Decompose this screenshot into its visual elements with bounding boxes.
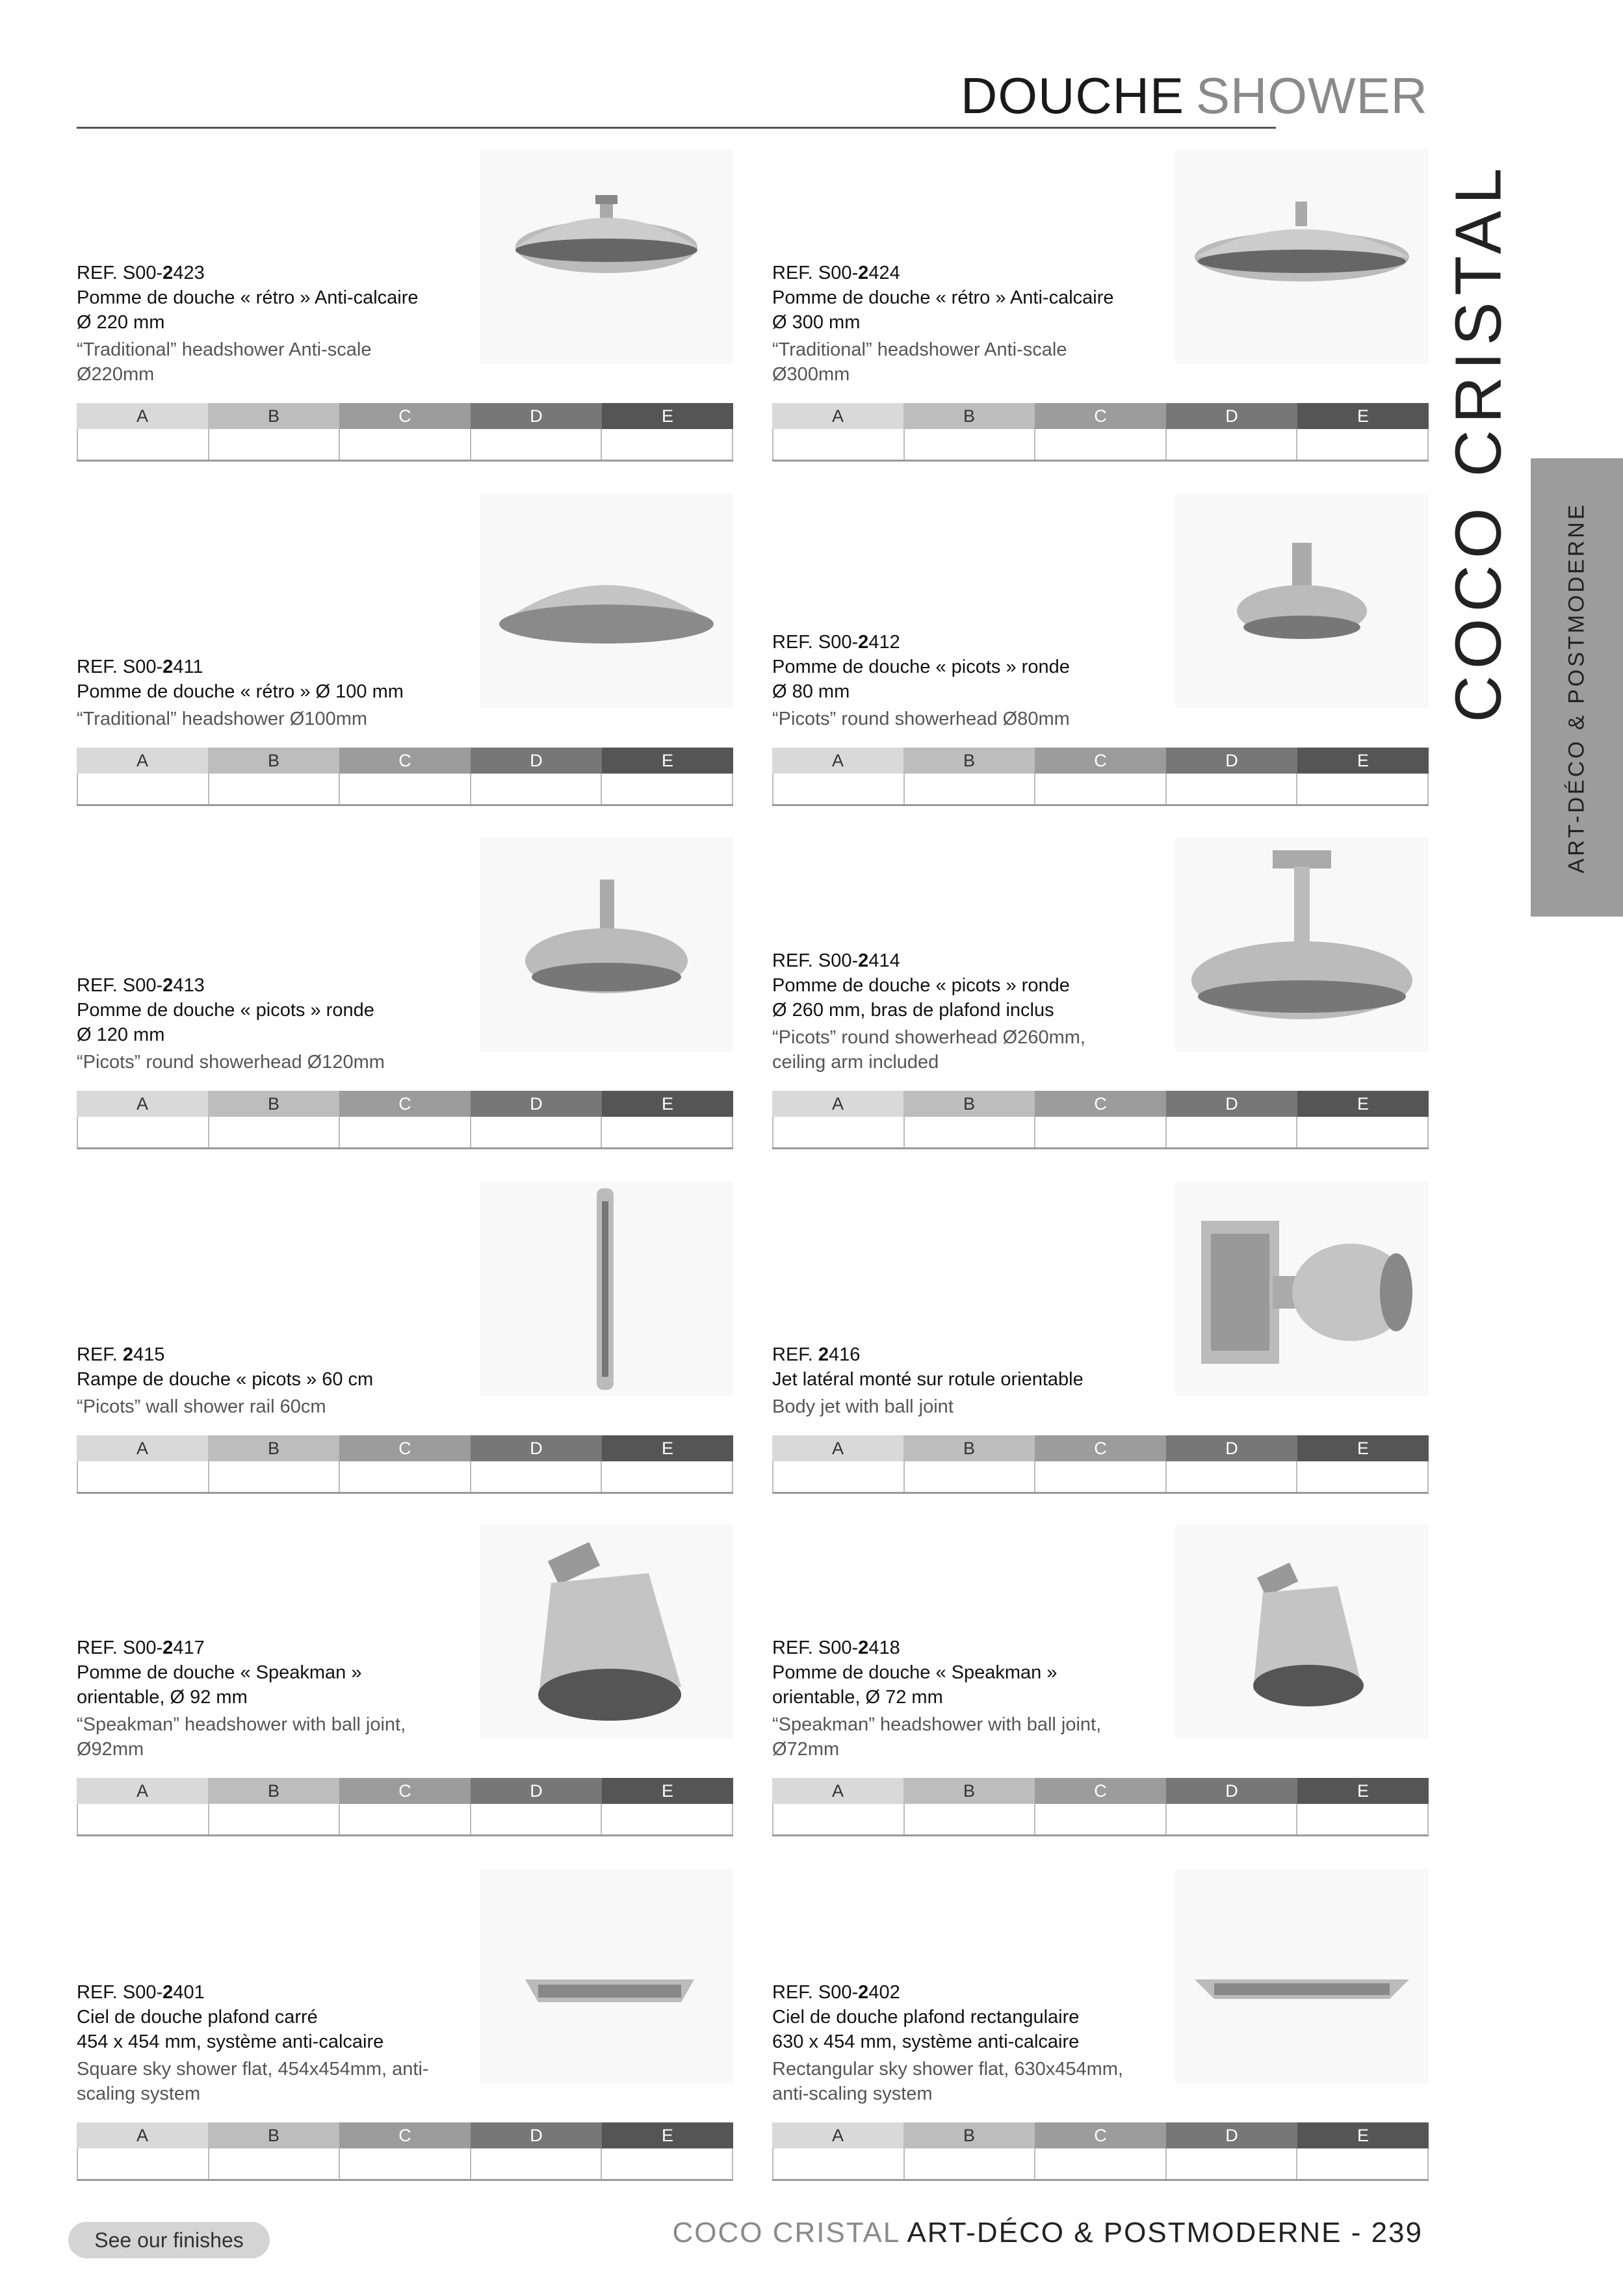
finish-cell-e[interactable] bbox=[602, 429, 733, 460]
finish-table-row bbox=[772, 1804, 1429, 1834]
finish-table-row bbox=[77, 1804, 733, 1834]
finish-header-e: E bbox=[602, 748, 733, 774]
finish-header-c: C bbox=[339, 1091, 471, 1117]
finish-cell-a[interactable] bbox=[773, 1804, 905, 1834]
side-section-tab[interactable] bbox=[1531, 458, 1623, 917]
finish-header-e: E bbox=[602, 403, 733, 429]
finish-table bbox=[772, 1435, 1429, 1494]
finish-header-e: E bbox=[1297, 403, 1429, 429]
finish-header-e: E bbox=[1297, 1435, 1429, 1461]
finish-table bbox=[77, 1435, 733, 1494]
finish-cell-e[interactable] bbox=[602, 2148, 733, 2179]
product-card bbox=[772, 837, 1429, 1149]
finish-cell-d[interactable] bbox=[1167, 429, 1298, 460]
product-description-en: “Speakman” headshower with ball joint, Ø72mm bbox=[772, 1714, 1102, 1760]
finish-header-b: B bbox=[208, 1778, 339, 1804]
retro-headshower-icon bbox=[480, 150, 733, 364]
side-brand-text: COCO CRISTAL bbox=[1442, 161, 1515, 723]
product-description-fr: Ciel de douche plafond rectangulaire 630 x 454 mm, système anti-calcaire bbox=[772, 2007, 1080, 2052]
finish-header-b: B bbox=[208, 1435, 339, 1461]
finish-cell-c[interactable] bbox=[340, 1461, 471, 1492]
finish-cell-d[interactable] bbox=[471, 1461, 603, 1492]
dome-headshower-icon bbox=[480, 494, 733, 709]
finish-cell-e[interactable] bbox=[602, 1461, 733, 1492]
finish-cell-d[interactable] bbox=[1167, 1117, 1298, 1147]
finish-cell-a[interactable] bbox=[78, 1117, 209, 1147]
finish-cell-d[interactable] bbox=[471, 429, 603, 460]
finish-cell-b[interactable] bbox=[209, 1117, 341, 1147]
product-text bbox=[772, 261, 1188, 387]
finish-header-e: E bbox=[1297, 748, 1429, 774]
product-ref: REF. 2415 bbox=[77, 1344, 165, 1365]
finish-header-b: B bbox=[903, 748, 1035, 774]
finish-header-a: A bbox=[77, 403, 208, 429]
product-card bbox=[772, 1182, 1429, 1494]
picots-small-showerhead-icon bbox=[1175, 494, 1429, 709]
finish-table-header bbox=[772, 1778, 1429, 1804]
finish-table-header bbox=[772, 1091, 1429, 1117]
finish-cell-b[interactable] bbox=[209, 774, 341, 804]
product-description-en: Body jet with ball joint bbox=[772, 1396, 954, 1417]
finish-table-row bbox=[772, 2148, 1429, 2179]
finish-header-a: A bbox=[772, 1091, 903, 1117]
finish-header-e: E bbox=[602, 1778, 733, 1804]
finish-cell-c[interactable] bbox=[340, 2148, 471, 2179]
finish-cell-e[interactable] bbox=[602, 1117, 733, 1147]
shower-rail-icon bbox=[480, 1182, 733, 1396]
product-text bbox=[77, 1636, 493, 1762]
finish-header-e: E bbox=[1297, 1778, 1429, 1804]
finish-table-header bbox=[77, 748, 733, 774]
finish-table-header bbox=[77, 1091, 733, 1117]
finish-table bbox=[77, 1091, 733, 1149]
product-text bbox=[772, 1980, 1188, 2106]
finish-header-d: D bbox=[1166, 403, 1297, 429]
finish-header-d: D bbox=[1166, 748, 1297, 774]
finish-table-row bbox=[772, 429, 1429, 460]
product-text bbox=[77, 1980, 493, 2106]
finish-header-a: A bbox=[772, 1435, 903, 1461]
product-image bbox=[480, 1869, 733, 2083]
speakman-small-headshower-icon bbox=[1175, 1524, 1429, 1739]
page-footer bbox=[672, 2217, 1423, 2249]
finish-cell-c[interactable] bbox=[1035, 1804, 1167, 1834]
finish-table-header bbox=[77, 1435, 733, 1461]
product-ref: REF. S00-2423 bbox=[77, 263, 205, 283]
product-ref: REF. S00-2414 bbox=[772, 950, 900, 971]
finish-header-b: B bbox=[903, 1091, 1035, 1117]
finish-table bbox=[77, 748, 733, 806]
finish-cell-a[interactable] bbox=[78, 774, 209, 804]
product-description-en: “Picots” round showerhead Ø120mm bbox=[77, 1052, 385, 1073]
product-description-en: Square sky shower flat, 454x454mm, anti- scaling system bbox=[77, 2059, 429, 2104]
finish-table-row bbox=[772, 1117, 1429, 1147]
page-title-fr: DOUCHE bbox=[960, 67, 1184, 124]
finish-cell-d[interactable] bbox=[1167, 1804, 1298, 1834]
product-card bbox=[77, 1182, 733, 1494]
finish-table bbox=[772, 403, 1429, 462]
finish-cell-c[interactable] bbox=[340, 1804, 471, 1834]
finish-cell-d[interactable] bbox=[1167, 2148, 1298, 2179]
finish-header-c: C bbox=[339, 748, 471, 774]
finish-cell-e[interactable] bbox=[1297, 2148, 1429, 2179]
product-description-fr: Pomme de douche « rétro » Anti-calcaire Ø 300 mm bbox=[772, 287, 1114, 333]
product-text bbox=[77, 655, 493, 731]
finish-table bbox=[77, 2122, 733, 2181]
finish-cell-d[interactable] bbox=[471, 1117, 603, 1147]
finish-header-e: E bbox=[602, 2122, 733, 2148]
header-divider bbox=[77, 127, 1276, 129]
product-image bbox=[480, 1524, 733, 1739]
product-description-fr: Rampe de douche « picots » 60 cm bbox=[77, 1369, 374, 1390]
finish-cell-a[interactable] bbox=[773, 1461, 905, 1492]
finish-table-header bbox=[772, 748, 1429, 774]
finish-table-row bbox=[77, 2148, 733, 2179]
product-image bbox=[1175, 1524, 1429, 1739]
finish-table-row bbox=[77, 1461, 733, 1492]
product-text bbox=[772, 948, 1188, 1075]
finish-table-header bbox=[77, 1778, 733, 1804]
finish-cell-e[interactable] bbox=[602, 774, 733, 804]
rectangular-sky-shower-icon bbox=[1175, 1869, 1429, 2083]
finish-cell-e[interactable] bbox=[1297, 774, 1429, 804]
finish-header-e: E bbox=[1297, 2122, 1429, 2148]
finish-header-b: B bbox=[208, 748, 339, 774]
finish-header-a: A bbox=[772, 2122, 903, 2148]
finish-cell-e[interactable] bbox=[1297, 1461, 1429, 1492]
finish-cell-c[interactable] bbox=[340, 1117, 471, 1147]
finish-header-d: D bbox=[1166, 2122, 1297, 2148]
finish-cell-b[interactable] bbox=[209, 2148, 341, 2179]
finish-header-b: B bbox=[208, 1091, 339, 1117]
finish-header-c: C bbox=[339, 1778, 471, 1804]
finish-header-d: D bbox=[1166, 1778, 1297, 1804]
finish-cell-b[interactable] bbox=[905, 1117, 1036, 1147]
product-ref: REF. S00-2417 bbox=[77, 1637, 205, 1658]
product-description-fr: Pomme de douche « Speakman » orientable, Ø 92 mm bbox=[77, 1662, 362, 1708]
picots-showerhead-icon bbox=[480, 837, 733, 1052]
product-description-fr: Pomme de douche « Speakman » orientable, Ø 72 mm bbox=[772, 1662, 1058, 1708]
finish-table-row bbox=[772, 1461, 1429, 1492]
product-ref: REF. S00-2402 bbox=[772, 1982, 900, 2003]
product-description-fr: Pomme de douche « picots » ronde Ø 80 mm bbox=[772, 657, 1070, 702]
finish-table-header bbox=[772, 403, 1429, 429]
product-card bbox=[77, 1869, 733, 2181]
product-description-en: “Traditional” headshower Anti-scale Ø220mm bbox=[77, 339, 372, 385]
product-ref: REF. S00-2424 bbox=[772, 263, 900, 283]
footer-brand: COCO CRISTAL bbox=[672, 2217, 900, 2249]
product-card bbox=[772, 1869, 1429, 2181]
finish-header-d: D bbox=[471, 1778, 602, 1804]
finish-header-a: A bbox=[77, 1091, 208, 1117]
product-image bbox=[1175, 1182, 1429, 1396]
finish-table bbox=[772, 748, 1429, 806]
product-image bbox=[1175, 1869, 1429, 2083]
finish-header-d: D bbox=[471, 748, 602, 774]
product-text bbox=[772, 1342, 1188, 1419]
finish-header-a: A bbox=[77, 748, 208, 774]
finish-cell-b[interactable] bbox=[209, 429, 341, 460]
finish-header-a: A bbox=[772, 403, 903, 429]
square-sky-shower-icon bbox=[480, 1869, 733, 2083]
finish-cell-d[interactable] bbox=[1167, 774, 1298, 804]
finish-cell-a[interactable] bbox=[773, 2148, 905, 2179]
finish-cell-a[interactable] bbox=[78, 1804, 209, 1834]
product-card bbox=[77, 150, 733, 462]
finish-cell-a[interactable] bbox=[78, 2148, 209, 2179]
product-image bbox=[480, 837, 733, 1052]
finish-cell-b[interactable] bbox=[905, 774, 1036, 804]
finish-cell-c[interactable] bbox=[1035, 1117, 1167, 1147]
finish-header-a: A bbox=[772, 748, 903, 774]
finish-cell-b[interactable] bbox=[209, 1804, 341, 1834]
finish-header-b: B bbox=[903, 403, 1035, 429]
finish-cell-b[interactable] bbox=[905, 2148, 1036, 2179]
finish-cell-e[interactable] bbox=[1297, 1804, 1429, 1834]
product-description-fr: Pomme de douche « picots » ronde Ø 120 mm bbox=[77, 1000, 374, 1045]
product-description-en: “Traditional” headshower Ø100mm bbox=[77, 709, 368, 729]
finish-header-b: B bbox=[903, 1435, 1035, 1461]
product-text bbox=[77, 973, 493, 1075]
finish-table-row bbox=[77, 774, 733, 804]
finish-cell-e[interactable] bbox=[1297, 1117, 1429, 1147]
finish-cell-e[interactable] bbox=[602, 1804, 733, 1834]
product-description-fr: Pomme de douche « rétro » Ø 100 mm bbox=[77, 681, 404, 702]
finish-cell-a[interactable] bbox=[78, 429, 209, 460]
finish-header-c: C bbox=[339, 1435, 471, 1461]
product-card bbox=[772, 150, 1429, 462]
finish-cell-b[interactable] bbox=[905, 1461, 1036, 1492]
product-image bbox=[480, 494, 733, 709]
finish-header-c: C bbox=[1035, 748, 1166, 774]
side-section-tab-label: ART-DÉCO & POSTMODERNE bbox=[1564, 502, 1589, 873]
product-description-fr: Pomme de douche « rétro » Anti-calcaire Ø 220 mm bbox=[77, 287, 419, 333]
finish-table-header bbox=[772, 1435, 1429, 1461]
finish-header-b: B bbox=[208, 403, 339, 429]
finish-header-d: D bbox=[1166, 1091, 1297, 1117]
finish-table bbox=[772, 2122, 1429, 2181]
finish-cell-d[interactable] bbox=[1167, 1461, 1298, 1492]
finish-cell-b[interactable] bbox=[905, 429, 1036, 460]
finish-table bbox=[772, 1778, 1429, 1836]
finish-cell-b[interactable] bbox=[905, 1804, 1036, 1834]
product-description-fr: Ciel de douche plafond carré 454 x 454 mm, système anti-calcaire bbox=[77, 2007, 384, 2052]
product-description-en: “Speakman” headshower with ball joint, Ø92mm bbox=[77, 1714, 406, 1760]
see-finishes-button[interactable]: See our finishes bbox=[68, 2222, 270, 2258]
finish-cell-a[interactable] bbox=[78, 1461, 209, 1492]
finish-header-c: C bbox=[1035, 1435, 1166, 1461]
finish-table bbox=[772, 1091, 1429, 1149]
finish-table-row bbox=[772, 774, 1429, 804]
finish-cell-c[interactable] bbox=[1035, 429, 1167, 460]
body-jet-icon bbox=[1175, 1182, 1429, 1396]
product-ref: REF. S00-2412 bbox=[772, 632, 900, 653]
finish-cell-e[interactable] bbox=[1297, 429, 1429, 460]
finish-header-d: D bbox=[471, 2122, 602, 2148]
product-image bbox=[480, 150, 733, 364]
product-description-fr: Pomme de douche « picots » ronde Ø 260 mm, bras de plafond inclus bbox=[772, 975, 1070, 1021]
finish-cell-d[interactable] bbox=[471, 1804, 603, 1834]
product-text bbox=[77, 261, 493, 387]
product-description-fr: Jet latéral monté sur rotule orientable bbox=[772, 1369, 1084, 1390]
product-image bbox=[1175, 150, 1429, 364]
finish-header-c: C bbox=[1035, 2122, 1166, 2148]
finish-header-d: D bbox=[471, 403, 602, 429]
product-ref: REF. 2416 bbox=[772, 1344, 861, 1365]
product-ref: REF. S00-2413 bbox=[77, 975, 205, 996]
finish-cell-a[interactable] bbox=[773, 429, 905, 460]
speakman-headshower-icon bbox=[480, 1524, 733, 1739]
page-title bbox=[960, 67, 1428, 124]
finish-header-a: A bbox=[77, 1778, 208, 1804]
product-ref: REF. S00-2411 bbox=[77, 657, 203, 677]
product-card bbox=[77, 837, 733, 1149]
product-image bbox=[1175, 494, 1429, 709]
finish-header-a: A bbox=[772, 1778, 903, 1804]
product-text bbox=[772, 630, 1188, 731]
product-card bbox=[77, 494, 733, 806]
finish-cell-c[interactable] bbox=[1035, 2148, 1167, 2179]
product-description-en: “Picots” round showerhead Ø80mm bbox=[772, 709, 1070, 729]
product-ref: REF. S00-2418 bbox=[772, 1637, 900, 1658]
page-title-en: SHOWER bbox=[1196, 67, 1428, 124]
side-brand-label bbox=[1440, 156, 1518, 728]
finish-header-c: C bbox=[1035, 1091, 1166, 1117]
finish-header-c: C bbox=[339, 403, 471, 429]
finish-header-e: E bbox=[602, 1435, 733, 1461]
finish-header-e: E bbox=[602, 1091, 733, 1117]
finish-header-b: B bbox=[903, 1778, 1035, 1804]
finish-header-d: D bbox=[1166, 1435, 1297, 1461]
picots-ceiling-showerhead-icon bbox=[1175, 837, 1429, 1052]
retro-headshower-large-icon bbox=[1175, 150, 1429, 364]
finish-table bbox=[77, 403, 733, 462]
finish-header-b: B bbox=[903, 2122, 1035, 2148]
finish-header-b: B bbox=[208, 2122, 339, 2148]
finish-table-header bbox=[77, 403, 733, 429]
product-ref: REF. S00-2401 bbox=[77, 1982, 205, 2003]
finish-cell-c[interactable] bbox=[340, 774, 471, 804]
finish-table-header bbox=[772, 2122, 1429, 2148]
finish-header-d: D bbox=[471, 1435, 602, 1461]
product-card bbox=[772, 1524, 1429, 1836]
finish-cell-c[interactable] bbox=[340, 429, 471, 460]
product-description-en: “Picots” wall shower rail 60cm bbox=[77, 1396, 326, 1417]
finish-cell-a[interactable] bbox=[773, 1117, 905, 1147]
finish-header-a: A bbox=[77, 2122, 208, 2148]
finish-cell-b[interactable] bbox=[209, 1461, 341, 1492]
finish-table bbox=[77, 1778, 733, 1836]
product-description-en: “Traditional” headshower Anti-scale Ø300mm bbox=[772, 339, 1067, 385]
finish-table-row bbox=[77, 429, 733, 460]
finish-header-c: C bbox=[339, 2122, 471, 2148]
finish-cell-c[interactable] bbox=[1035, 774, 1167, 804]
product-text bbox=[77, 1342, 493, 1419]
finish-cell-d[interactable] bbox=[471, 2148, 603, 2179]
finish-header-e: E bbox=[1297, 1091, 1429, 1117]
product-image bbox=[1175, 837, 1429, 1052]
finish-table-row bbox=[77, 1117, 733, 1147]
product-image bbox=[480, 1182, 733, 1396]
product-description-en: Rectangular sky shower flat, 630x454mm, anti-scaling system bbox=[772, 2059, 1123, 2104]
finish-header-c: C bbox=[1035, 1778, 1166, 1804]
finish-table-header bbox=[77, 2122, 733, 2148]
finish-cell-d[interactable] bbox=[471, 774, 603, 804]
finish-header-a: A bbox=[77, 1435, 208, 1461]
product-card bbox=[77, 1524, 733, 1836]
finish-cell-a[interactable] bbox=[773, 774, 905, 804]
finish-header-d: D bbox=[471, 1091, 602, 1117]
product-description-en: “Picots” round showerhead Ø260mm, ceiling arm included bbox=[772, 1027, 1085, 1073]
footer-range-page: ART-DÉCO & POSTMODERNE - 239 bbox=[907, 2217, 1423, 2249]
product-text bbox=[772, 1636, 1188, 1762]
product-card bbox=[772, 494, 1429, 806]
finish-header-c: C bbox=[1035, 403, 1166, 429]
finish-cell-c[interactable] bbox=[1035, 1461, 1167, 1492]
